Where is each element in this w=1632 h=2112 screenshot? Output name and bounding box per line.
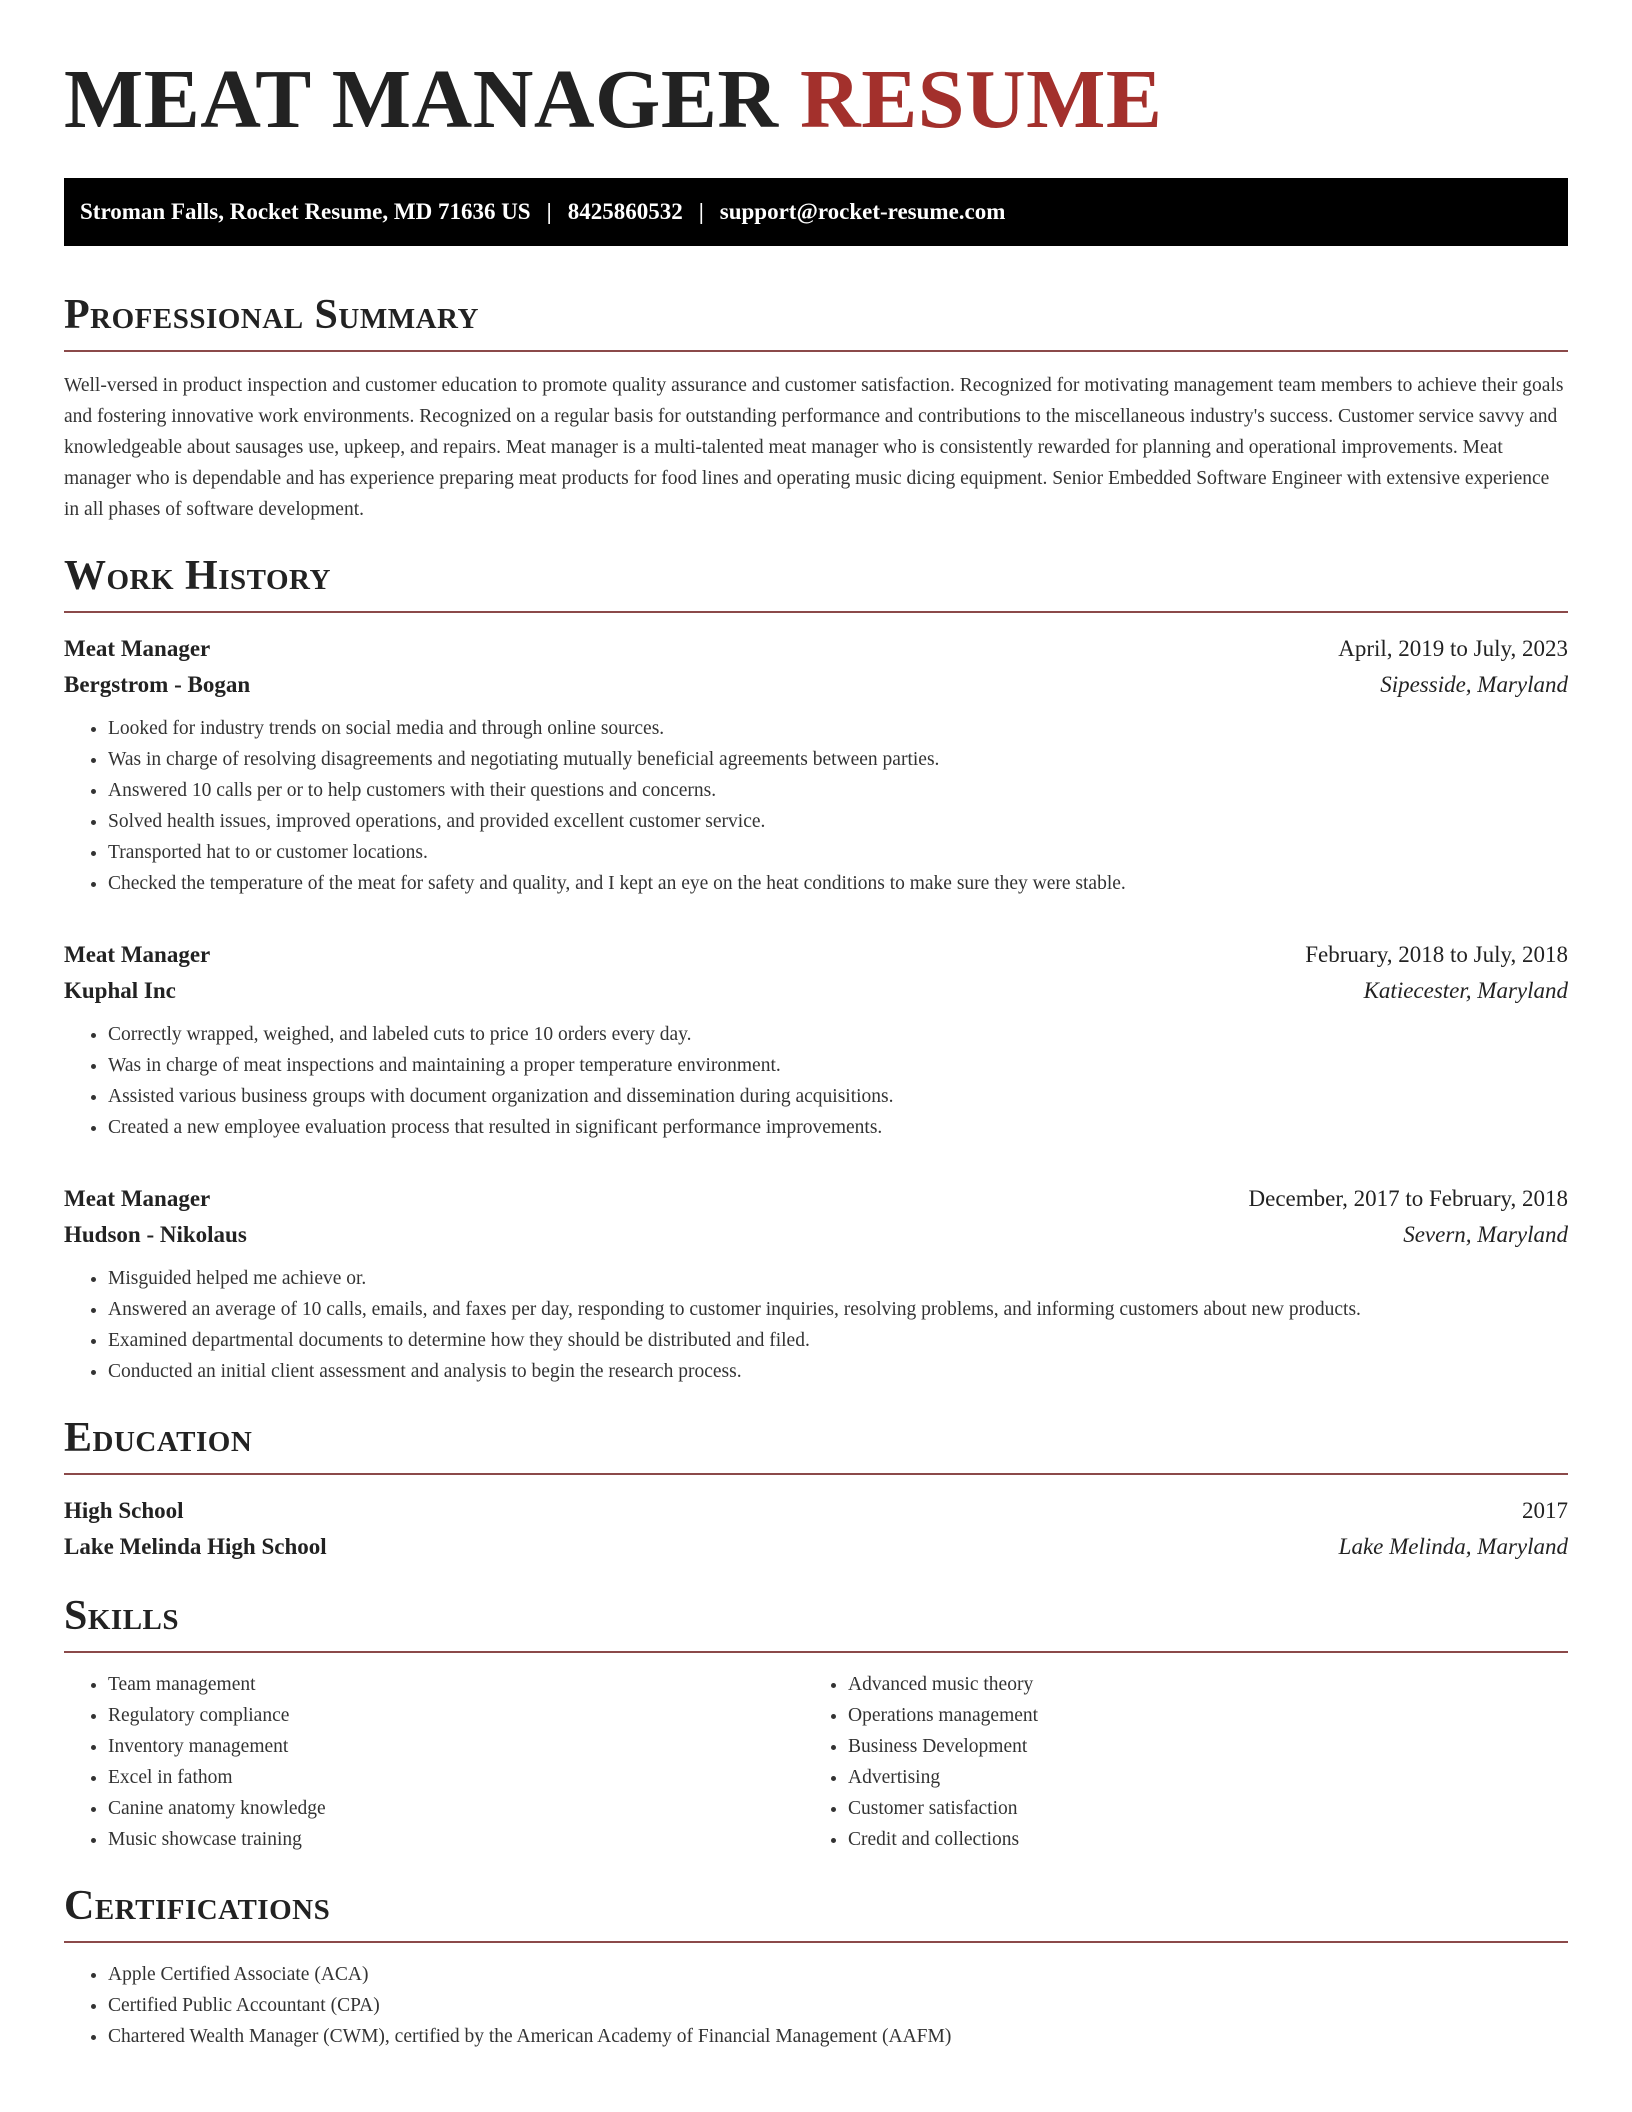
list-item: • Regulatory compliance	[108, 1700, 804, 1731]
education-school: Lake Melinda High School	[64, 1534, 327, 1559]
job-dates: April, 2019 to July, 2023	[1338, 636, 1568, 661]
title-main: MEAT MANAGER	[64, 53, 779, 146]
job-bullets	[64, 1263, 1568, 1387]
certifications-list	[64, 1959, 1568, 2052]
contact-address: Stroman Falls, Rocket Resume, MD 71636 US	[80, 199, 531, 224]
contact-separator: |	[546, 199, 552, 224]
list-item: • Apple Certified Associate (ACA)	[108, 1959, 1568, 1990]
list-item: • Credit and collections	[848, 1824, 1038, 1855]
list-item: • Chartered Wealth Manager (CWM), certified by the American Academy of Financial Management (AAFM)	[108, 2021, 1568, 2052]
list-item: • Answered an average of 10 calls, emails, and faxes per day, responding to customer inquiries, resolving problems, and informing customers about new products.	[108, 1294, 1568, 1325]
title-accent: RESUME	[800, 53, 1163, 146]
work-history-section	[64, 555, 1568, 1387]
resume-title	[64, 53, 1568, 146]
job-bullets	[64, 713, 1568, 899]
job-title: Meat Manager	[64, 942, 211, 967]
skills-list-right	[804, 1669, 1038, 1855]
list-item: • Looked for industry trends on social media and through online sources.	[108, 713, 1568, 744]
section-title-summary: Professional Summary	[64, 292, 479, 338]
list-item: • Was in charge of meat inspections and maintaining a proper temperature environment.	[108, 1050, 1568, 1081]
education-degree: High School	[64, 1498, 184, 1523]
list-item: • Team management	[108, 1669, 804, 1700]
job-company: Kuphal Inc	[64, 978, 176, 1003]
skills-list-left	[64, 1669, 804, 1855]
list-item: • Certified Public Accountant (CPA)	[108, 1990, 1568, 2021]
job-dates: December, 2017 to February, 2018	[1248, 1186, 1568, 1211]
contact-phone: 8425860532	[567, 199, 683, 224]
list-item: • Advertising	[848, 1762, 1038, 1793]
list-item: • Operations management	[848, 1700, 1038, 1731]
list-item: • Excel in fathom	[108, 1762, 804, 1793]
section-divider	[64, 350, 1568, 352]
certifications-section	[64, 1885, 1568, 2052]
skills-section	[64, 1595, 1568, 1855]
list-item: • Was in charge of resolving disagreements and negotiating mutually beneficial agreements between parties.	[108, 744, 1568, 775]
job-entry	[64, 631, 1568, 899]
list-item: • Transported hat to or customer locations.	[108, 837, 1568, 868]
list-item: • Canine anatomy knowledge	[108, 1793, 804, 1824]
education-year: 2017	[1522, 1498, 1568, 1523]
list-item: • Music showcase training	[108, 1824, 804, 1855]
section-title-skills: Skills	[64, 1593, 180, 1639]
list-item: • Customer satisfaction	[848, 1793, 1038, 1824]
job-entry	[64, 937, 1568, 1143]
list-item: • Created a new employee evaluation process that resulted in significant performance improvements.	[108, 1112, 1568, 1143]
list-item: • Conducted an initial client assessment and analysis to begin the research process.	[108, 1356, 1568, 1387]
summary-text: Well-versed in product inspection and customer education to promote quality assurance and customer satisfaction. Recognized for motivating management team members to achieve their goals and fostering innovative work environments. Recognized on a regular basis for outstanding performance and contributions to the miscellaneous industry's success. Customer service savvy and knowledgeable about sausages use, upkeep, and repairs. Meat manager is a multi-talented meat manager who is consistently rewarded for planning and operational improvements. Meat manager who is dependable and has experience preparing meat products for food lines and operating music dicing equipment. Senior Embedded Software Engineer with extensive experience in all phases of software development.	[64, 375, 1564, 520]
section-divider	[64, 611, 1568, 613]
job-location: Severn, Maryland	[1403, 1222, 1568, 1247]
list-item: • Checked the temperature of the meat for safety and quality, and I kept an eye on the heat conditions to make sure they were stable.	[108, 868, 1568, 899]
education-entry	[64, 1493, 1568, 1565]
list-item: • Misguided helped me achieve or.	[108, 1263, 1568, 1294]
contact-separator: |	[698, 199, 704, 224]
list-item: • Assisted various business groups with document organization and dissemination during acquisitions.	[108, 1081, 1568, 1112]
contact-email: support@rocket-resume.com	[719, 199, 1006, 224]
education-location: Lake Melinda, Maryland	[1338, 1534, 1568, 1559]
education-section	[64, 1417, 1568, 1565]
job-bullets	[64, 1019, 1568, 1143]
section-title-education: Education	[64, 1415, 253, 1461]
list-item: • Solved health issues, improved operations, and provided excellent customer service.	[108, 806, 1568, 837]
job-dates: February, 2018 to July, 2018	[1305, 942, 1568, 967]
section-title-work: Work History	[64, 553, 331, 599]
job-entry	[64, 1181, 1568, 1387]
contact-bar	[64, 178, 1568, 246]
job-company: Bergstrom - Bogan	[64, 672, 251, 697]
list-item: • Advanced music theory	[848, 1669, 1038, 1700]
job-title: Meat Manager	[64, 1186, 211, 1211]
section-divider	[64, 1473, 1568, 1475]
list-item: • Correctly wrapped, weighed, and labeled cuts to price 10 orders every day.	[108, 1019, 1568, 1050]
job-location: Katiecester, Maryland	[1363, 978, 1568, 1003]
section-divider	[64, 1651, 1568, 1653]
section-divider	[64, 1941, 1568, 1943]
list-item: • Inventory management	[108, 1731, 804, 1762]
list-item: • Examined departmental documents to determine how they should be distributed and filed.	[108, 1325, 1568, 1356]
list-item: • Answered 10 calls per or to help customers with their questions and concerns.	[108, 775, 1568, 806]
job-company: Hudson - Nikolaus	[64, 1222, 247, 1247]
skills-grid	[64, 1669, 1568, 1855]
list-item: • Business Development	[848, 1731, 1038, 1762]
summary-section	[64, 294, 1568, 525]
section-title-certifications: Certifications	[64, 1883, 331, 1929]
job-title: Meat Manager	[64, 636, 211, 661]
job-location: Sipesside, Maryland	[1380, 672, 1568, 697]
